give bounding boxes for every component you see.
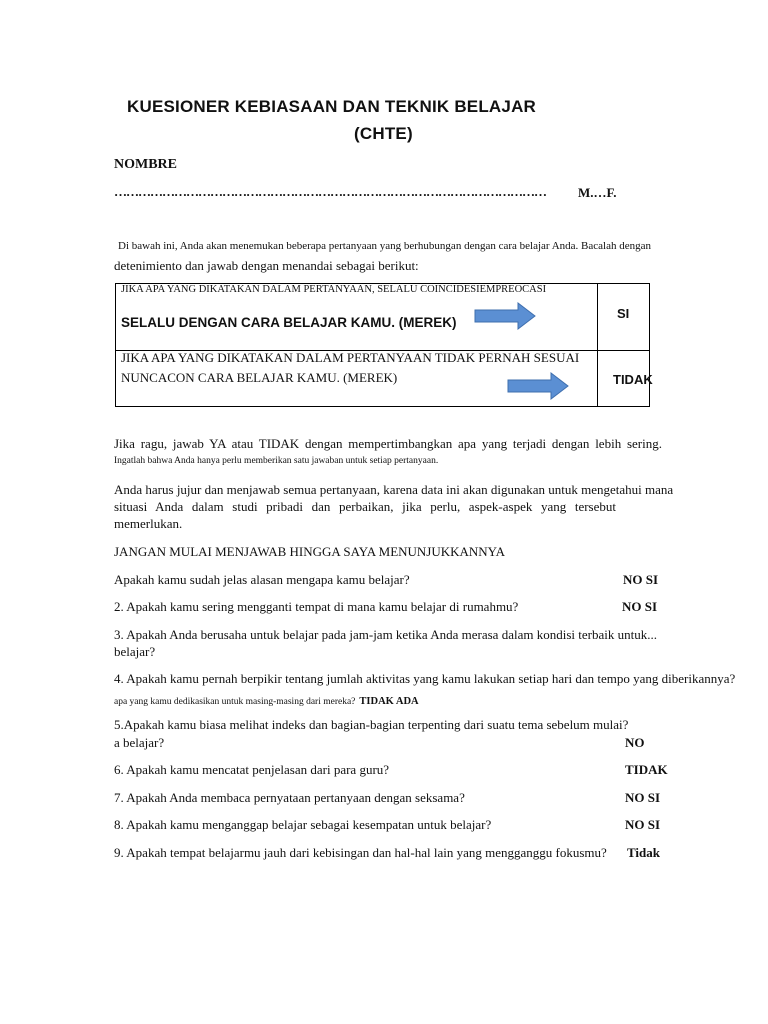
question-4-cont xyxy=(114,691,419,709)
arrow-right-icon xyxy=(474,302,536,330)
name-line[interactable]: ……………………………………………………………………………………………… xyxy=(114,184,546,199)
answer-1[interactable]: NO SI xyxy=(623,572,659,587)
instruction-table xyxy=(115,283,653,407)
answer-2[interactable]: NO SI xyxy=(622,599,658,614)
row2-line-2: NUNCACON CARA BELAJAR KAMU. (MEREK) xyxy=(121,370,398,385)
row2-line-1: JIKA APA YANG DIKATAKAN DALAM PERTANYAAN TIDAK PERNAH SESUAI xyxy=(121,350,580,365)
intro-line-2: detenimiento dan jawab dengan menandai sebagai berikut: xyxy=(114,258,419,273)
answer-si-label: SI xyxy=(617,306,630,321)
title-line-1: KUESIONER KEBIASAAN DAN TEKNIK BELAJAR xyxy=(127,97,537,116)
answer-5[interactable]: NO xyxy=(625,735,645,750)
arrow-right-icon xyxy=(507,372,569,400)
honesty-line-2: situasi Anda dalam studi pribadi dan perbaikan, jika perlu, aspek-aspek yang tersebut xyxy=(114,499,616,514)
answer-4[interactable]: TIDAK ADA xyxy=(359,696,419,707)
question-8: 8. Apakah kamu menganggap belajar sebagai kesempatan untuk belajar? xyxy=(114,817,492,832)
title-line-2: (CHTE) xyxy=(354,124,413,143)
question-4: 4. Apakah kamu pernah berpikir tentang jumlah aktivitas yang kamu lakukan setiap hari dan tempo yang diberikannya? xyxy=(114,671,736,686)
row1-top-text: JIKA APA YANG DIKATAKAN DALAM PERTANYAAN, SELALU COINCIDESIEMPREOCASI xyxy=(121,284,547,295)
table-divider-vertical xyxy=(597,284,598,406)
answer-7[interactable]: NO SI xyxy=(625,790,661,805)
question-6: 6. Apakah kamu mencatat penjelasan dari para guru? xyxy=(114,762,390,777)
row1-main-text: SELALU DENGAN CARA BELAJAR KAMU. (MEREK) xyxy=(121,315,457,330)
reminder-note: Ingatlah bahwa Anda hanya perlu memberikan satu jawaban untuk setiap pertanyaan. xyxy=(114,456,439,466)
name-label: NOMBRE xyxy=(114,157,177,172)
question-1: Apakah kamu sudah jelas alasan mengapa kamu belajar? xyxy=(114,572,410,587)
question-4-cont-text: apa yang kamu dedikasikan untuk masing-masing dari mereka? xyxy=(114,697,356,707)
question-2: 2. Apakah kamu sering mengganti tempat di mana kamu belajar di rumahmu? xyxy=(114,599,519,614)
question-5-cont: a belajar? xyxy=(114,735,165,750)
wait-instruction: JANGAN MULAI MENJAWAB HINGGA SAYA MENUNJUKKANNYA xyxy=(114,544,506,559)
doubt-instruction: Jika ragu, jawab YA atau TIDAK dengan mempertimbangkan apa yang terjadi dengan lebih sering. xyxy=(114,436,662,451)
answer-6[interactable]: TIDAK xyxy=(625,762,668,777)
answer-tidak-label: TIDAK xyxy=(613,372,653,387)
question-5: 5.Apakah kamu biasa melihat indeks dan bagian-bagian terpenting dari suatu tema sebelum mulai? xyxy=(114,717,629,732)
answer-8[interactable]: NO SI xyxy=(625,817,661,832)
honesty-line-3: memerlukan. xyxy=(114,516,183,531)
question-9: 9. Apakah tempat belajarmu jauh dari kebisingan dan hal-hal lain yang mengganggu fokusmu? xyxy=(114,845,607,860)
intro-line-1: Di bawah ini, Anda akan menemukan beberapa pertanyaan yang berhubungan dengan cara belajar Anda. Bacalah dengan xyxy=(118,240,651,252)
answer-9[interactable]: Tidak xyxy=(627,845,661,860)
honesty-line-1: Anda harus jujur dan menjawab semua pertanyaan, karena data ini akan digunakan untuk mengetahui mana xyxy=(114,482,674,497)
question-3: 3. Apakah Anda berusaha untuk belajar pada jam-jam ketika Anda merasa dalam kondisi terbaik untuk... xyxy=(114,627,657,642)
question-3-cont: belajar? xyxy=(114,644,156,659)
question-7: 7. Apakah Anda membaca pernyataan pertanyaan dengan seksama? xyxy=(114,790,465,805)
gender-field[interactable]: M.…F. xyxy=(578,185,617,200)
